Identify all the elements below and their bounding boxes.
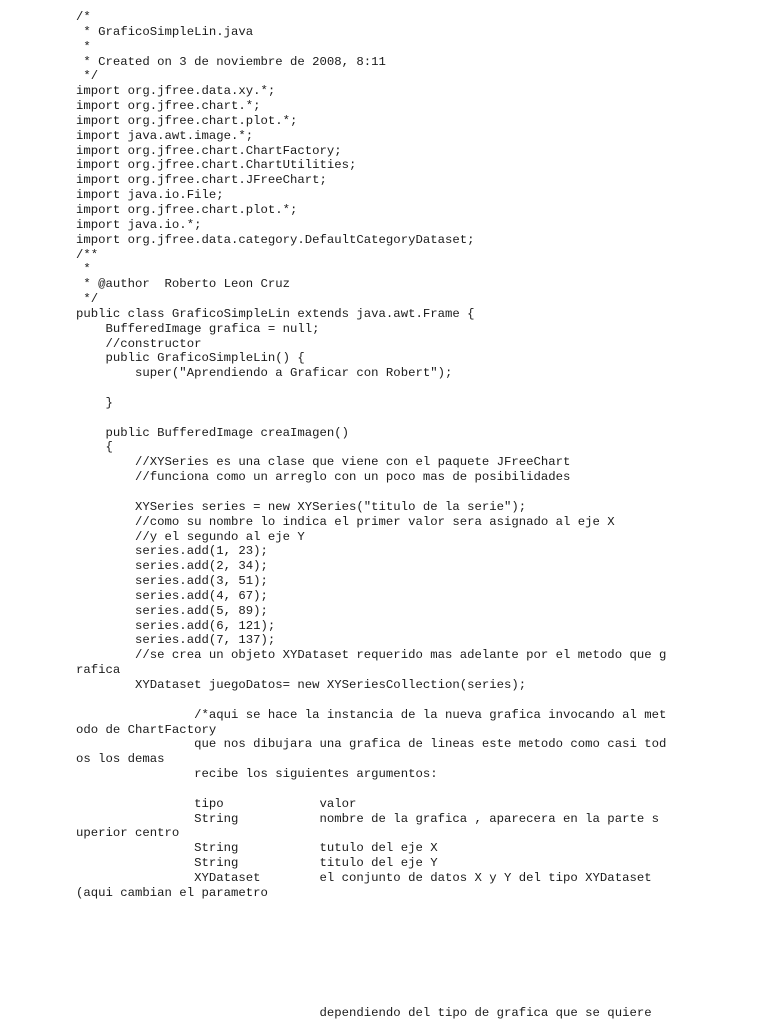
code-line: import java.io.*; (76, 217, 202, 232)
code-line: public GraficoSimpleLin() { (76, 351, 305, 366)
code-line: //como su nombre lo indica el primer valor sera asignado al eje X (76, 514, 615, 529)
code-line: * GraficoSimpleLin.java (76, 24, 254, 39)
code-line: uperior centro (76, 826, 180, 841)
code-line (76, 693, 756, 708)
code-line: tipo valor (76, 796, 357, 811)
code-line: series.add(7, 137); (76, 633, 276, 648)
code-line: String nombre de la grafica , aparecera en la parte s (76, 811, 659, 826)
code-line: //constructor (76, 336, 202, 351)
code-line: series.add(3, 51); (76, 574, 268, 589)
code-line (76, 411, 756, 426)
code-line: series.add(6, 121); (76, 618, 276, 633)
code-line: //XYSeries es una clase que viene con el paquete JFreeChart (76, 455, 571, 470)
code-line: import org.jfree.chart.ChartFactory; (76, 143, 342, 158)
code-line: BufferedImage grafica = null; (76, 321, 320, 336)
code-line: public class GraficoSimpleLin extends java.awt.Frame { (76, 306, 475, 321)
code-line: import org.jfree.chart.ChartUtilities; (76, 158, 357, 173)
code-line: super("Aprendiendo a Graficar con Robert"); (76, 366, 453, 381)
code-line: * @author Roberto Leon Cruz (76, 277, 291, 292)
code-line: //funciona como un arreglo con un poco mas de posibilidades (76, 470, 571, 485)
code-line: import org.jfree.chart.*; (76, 99, 261, 114)
code-line: import org.jfree.data.xy.*; (76, 84, 276, 99)
code-line: /* (76, 10, 91, 24)
code-line: odo de ChartFactory (76, 722, 217, 737)
code-line: series.add(2, 34); (76, 559, 268, 574)
code-line: import org.jfree.chart.plot.*; (76, 202, 298, 217)
code-line: * (76, 39, 91, 54)
code-line: os los demas (76, 752, 165, 767)
code-line: import org.jfree.chart.plot.*; (76, 113, 298, 128)
code-line: /** (76, 247, 99, 262)
code-line: XYDataset juegoDatos= new XYSeriesCollection(series); (76, 677, 527, 692)
code-listing (76, 10, 756, 901)
code-line: */ (76, 292, 99, 307)
code-line: //se crea un objeto XYDataset requerido mas adelante por el metodo que g (76, 648, 667, 663)
code-line: rafica (76, 663, 121, 678)
code-line: series.add(5, 89); (76, 603, 268, 618)
code-line: public BufferedImage creaImagen() (76, 425, 350, 440)
code-line: * (76, 262, 91, 277)
code-line: XYSeries series = new XYSeries("titulo de la serie"); (76, 499, 527, 514)
code-line: String tutulo del eje X (76, 841, 438, 856)
code-line: */ (76, 69, 99, 84)
code-line: (aqui cambian el parametro (76, 885, 268, 900)
code-line (76, 381, 756, 396)
code-line: /*aqui se hace la instancia de la nueva grafica invocando al met (76, 707, 667, 722)
code-line: que nos dibujara una grafica de lineas este metodo como casi tod (76, 737, 667, 752)
code-line: * Created on 3 de noviembre de 2008, 8:11 (76, 54, 386, 69)
code-line: import org.jfree.data.category.DefaultCategoryDataset; (76, 232, 475, 247)
code-line: //y el segundo al eje Y (76, 529, 305, 544)
code-line: } (76, 395, 113, 410)
code-line: import org.jfree.chart.JFreeChart; (76, 173, 327, 188)
code-line: { (76, 440, 113, 455)
code-line: recibe los siguientes argumentos: (76, 767, 438, 782)
code-line: import java.io.File; (76, 188, 224, 203)
code-line: XYDataset el conjunto de datos X y Y del tipo XYDataset (76, 870, 652, 885)
code-line: series.add(1, 23); (76, 544, 268, 559)
code-line: import java.awt.image.*; (76, 128, 254, 143)
code-line-trailing: dependiendo del tipo de grafica que se quiere (76, 1006, 652, 1020)
code-line: series.add(4, 67); (76, 588, 268, 603)
code-line (76, 782, 756, 797)
code-line (76, 485, 756, 500)
code-line: String titulo del eje Y (76, 856, 438, 871)
